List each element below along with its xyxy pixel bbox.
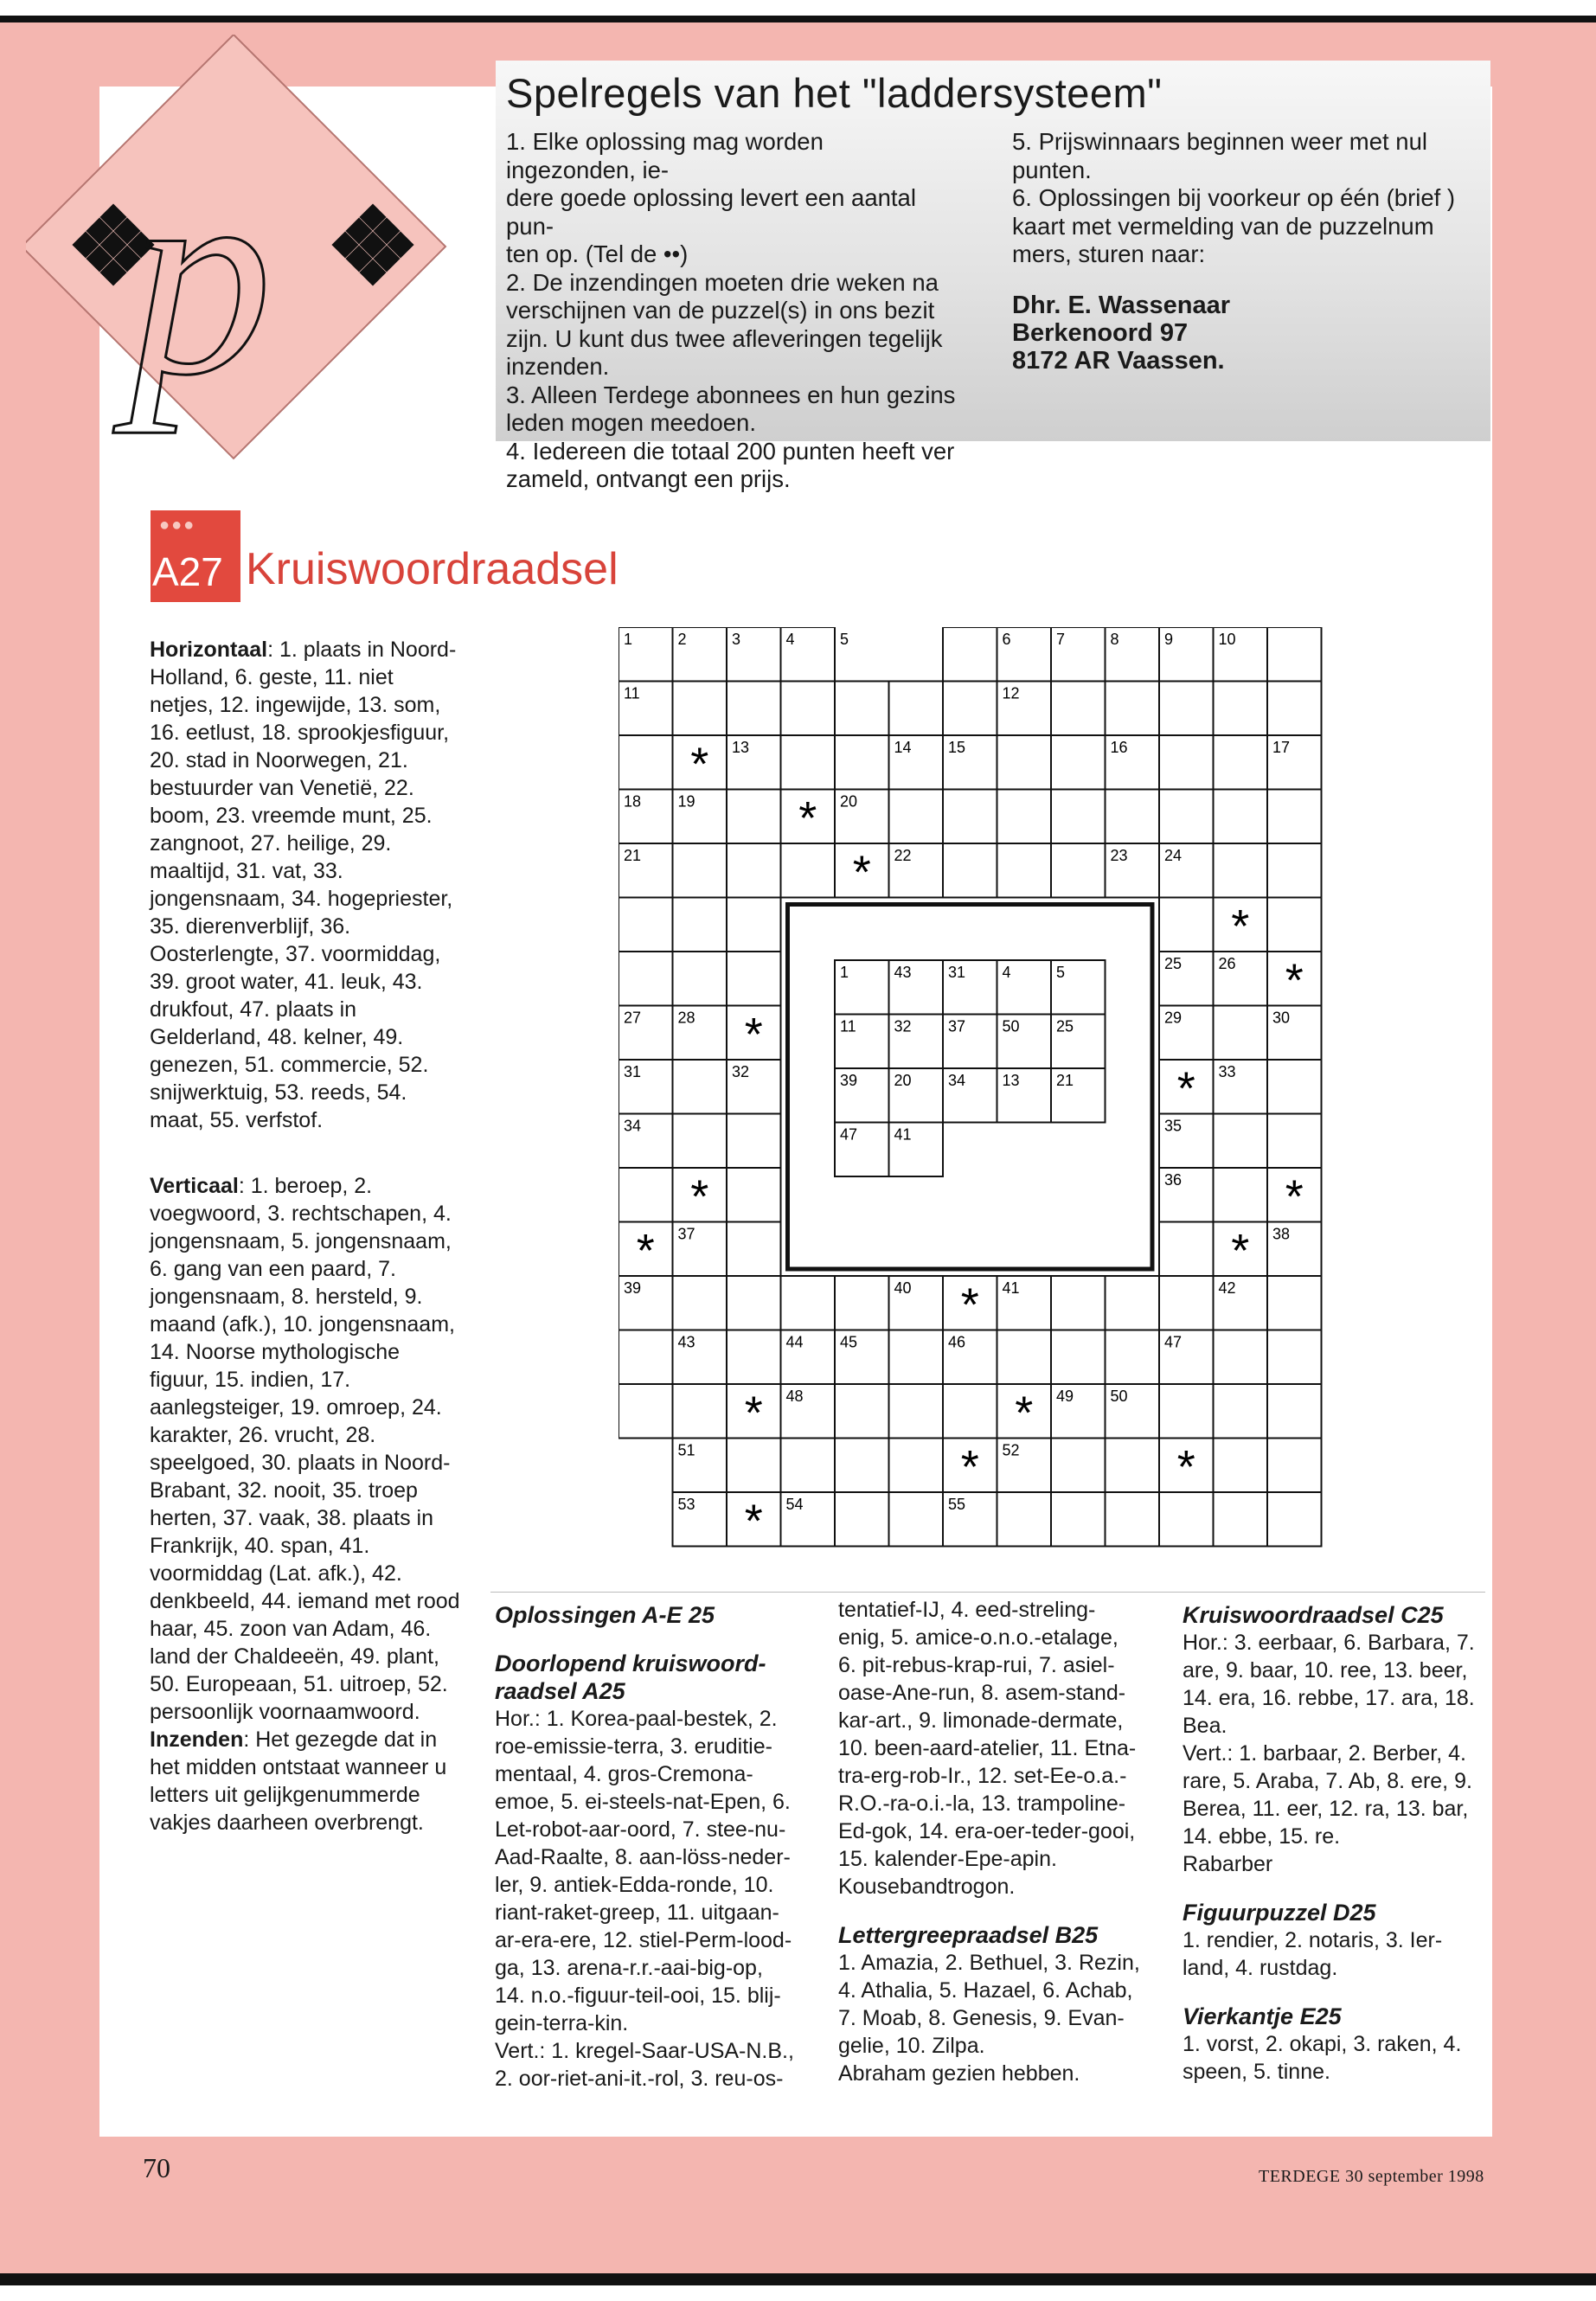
grid-cell[interactable]	[619, 1330, 673, 1385]
solution-line: gein-terra-kin.	[495, 2011, 629, 2035]
grid-cell[interactable]	[1267, 898, 1322, 952]
grid-cell[interactable]	[781, 682, 836, 736]
address-line: Berkenoord 97	[1012, 318, 1189, 347]
solution-line: Ed-gok, 14. era-oer-teder-gooi,	[838, 1819, 1136, 1843]
grid-cell[interactable]	[1051, 843, 1106, 898]
rules-line: zameld, ontvangt een prijs.	[506, 465, 791, 492]
solution-line: 14. n.o.-figuur-teil-ooi, 15. blij-	[495, 1984, 781, 2008]
rules-line: 3. Alleen Terdege abonnees en hun gezins	[506, 381, 956, 408]
grid-cell[interactable]	[1267, 1492, 1322, 1547]
grid-cell[interactable]	[673, 1384, 727, 1439]
clue-label: Inzenden	[150, 1727, 244, 1752]
inner-cell-number: 31	[948, 964, 966, 981]
cell-number: 20	[840, 792, 858, 811]
cell-number: 17	[1272, 739, 1291, 756]
rules-line: 2. De inzendingen moeten drie weken na	[506, 268, 939, 296]
solution-line: Aad-Raalte, 8. aan-löss-neder-	[495, 1845, 791, 1869]
grid-cell[interactable]	[997, 790, 1052, 844]
star-icon: *	[1176, 1062, 1195, 1115]
solution-line: land, 4. rustdag.	[1183, 1956, 1338, 1980]
grid-cell[interactable]	[943, 790, 997, 844]
grid-cell[interactable]	[781, 1276, 836, 1330]
inner-cell-number: 34	[948, 1072, 966, 1089]
rules-line: 5. Prijswinnaars beginnen weer met nul	[1012, 128, 1427, 155]
solution-line: 6. pit-rebus-krap-rui, 7. asiel-	[838, 1653, 1115, 1677]
grid-cell[interactable]	[1267, 627, 1322, 682]
solution-title: Vierkantje E25	[1183, 2003, 1342, 2029]
solution-line: Hor.: 1. Korea-paal-bestek, 2.	[495, 1707, 778, 1731]
grid-cell[interactable]	[835, 735, 889, 790]
star-icon: *	[798, 792, 817, 844]
grid-cell[interactable]	[781, 1439, 836, 1493]
solution-title: Kruiswoordraadsel C25	[1183, 1602, 1444, 1628]
grid-cell[interactable]	[727, 1276, 781, 1330]
clues-column	[150, 636, 463, 1875]
grid-cell[interactable]	[1214, 1384, 1268, 1439]
solution-line: 14. ebbe, 15. re.	[1183, 1824, 1341, 1849]
solution-line: ar-era-ere, 12. stiel-Perm-lood-	[495, 1928, 792, 1952]
rules-line: 6. Oplossingen bij voorkeur op één (brief )	[1012, 184, 1456, 211]
grid-cell[interactable]	[835, 1492, 889, 1547]
solution-title: Figuurpuzzel D25	[1183, 1900, 1376, 1926]
grid-cell[interactable]	[1214, 1439, 1268, 1493]
cell-number: 55	[948, 1496, 966, 1513]
grid-cell[interactable]	[673, 898, 727, 952]
solution-line: Vert.: 1. kregel-Saar-USA-N.B.,	[495, 2039, 794, 2063]
rules-line: ten op. (Tel de ••)	[506, 240, 689, 267]
rules-line: inzenden.	[506, 353, 610, 380]
cell-number: 19	[677, 792, 695, 811]
solution-line: Bea.	[1183, 1714, 1227, 1738]
grid-cell[interactable]	[1106, 790, 1160, 844]
cell-number: 44	[785, 1333, 804, 1351]
inner-cell-number: 4	[1002, 964, 1011, 981]
cell-number: 26	[1218, 955, 1236, 972]
clue-label: Horizontaal	[150, 638, 268, 662]
cell-number: 4	[785, 631, 795, 648]
cell-number: 22	[894, 847, 912, 864]
solution-line: 14. era, 16. rebbe, 17. ara, 18.	[1183, 1686, 1475, 1710]
grid-cell[interactable]	[619, 1168, 673, 1222]
clue-label: Verticaal	[150, 1174, 239, 1198]
grid-cell[interactable]	[835, 1276, 889, 1330]
grid-cell[interactable]	[1267, 790, 1322, 844]
grid-cell[interactable]	[1159, 898, 1214, 952]
address-line: 8172 AR Vaassen.	[1012, 346, 1225, 375]
solution-line: emoe, 5. ei-steels-nat-Epen, 6.	[495, 1790, 791, 1814]
grid-cell[interactable]	[727, 1168, 781, 1222]
grid-cell[interactable]	[889, 1384, 944, 1439]
grid-cell[interactable]	[727, 952, 781, 1006]
cell-number: 33	[1218, 1063, 1236, 1080]
grid-cell[interactable]	[997, 1492, 1052, 1547]
grid-cell[interactable]	[727, 1439, 781, 1493]
solution-line: 1. vorst, 2. okapi, 3. raken, 4.	[1183, 2032, 1462, 2056]
puzzle-title: Kruiswoordraadsel	[246, 544, 619, 594]
grid-cell[interactable]	[1159, 1384, 1214, 1439]
solutions-heading: Oplossingen A-E 25	[495, 1602, 715, 1628]
grid-cell[interactable]	[727, 1330, 781, 1385]
address-line: Dhr. E. Wassenaar	[1012, 291, 1230, 319]
cell-number: 52	[1002, 1441, 1020, 1459]
logo-letter: p	[130, 119, 272, 434]
vertical-clues	[150, 1172, 463, 1726]
inner-cell-number: 41	[894, 1125, 912, 1144]
cell-number: 2	[677, 631, 687, 648]
grid-cell[interactable]	[889, 790, 944, 844]
cell-number: 32	[732, 1063, 750, 1080]
rules-left-column	[506, 128, 956, 494]
grid-cell[interactable]	[943, 843, 997, 898]
grid-cell[interactable]	[1106, 1276, 1160, 1330]
solution-title: Doorlopend kruiswoord-raadsel A25	[495, 1650, 766, 1704]
cell-number: 13	[732, 739, 750, 756]
solution-line: tentatief-IJ, 4. eed-streling-	[838, 1598, 1096, 1622]
grid-cell[interactable]	[889, 1492, 944, 1547]
star-icon: *	[744, 1495, 763, 1548]
grid-cell[interactable]	[889, 1439, 944, 1493]
crossword-grid[interactable]	[619, 627, 1484, 1587]
puzzle-logo	[26, 35, 476, 484]
grid-cell[interactable]	[1159, 735, 1214, 790]
solution-line: riant-raket-greep, 11. uitgaan-	[495, 1900, 779, 1925]
grid-cell[interactable]	[1159, 790, 1214, 844]
solution-line: ga, 13. arena-r.r.-aai-big-op,	[495, 1956, 763, 1980]
top-rule	[0, 16, 1596, 22]
grid-cell[interactable]	[943, 682, 997, 736]
cell-number: 51	[677, 1441, 695, 1459]
difficulty-dots: ●●●	[159, 516, 196, 535]
inner-cell-number: 32	[894, 1017, 912, 1035]
grid-cell[interactable]	[1267, 682, 1322, 736]
star-icon: *	[744, 1387, 763, 1439]
grid-cell[interactable]	[1106, 1492, 1160, 1547]
grid-cell[interactable]	[673, 1060, 727, 1114]
star-icon: *	[690, 738, 709, 791]
grid-cell[interactable]	[835, 1384, 889, 1439]
solution-line: enig, 5. amice-o.n.o.-etalage,	[838, 1625, 1118, 1650]
grid-cell[interactable]	[727, 682, 781, 736]
grid-cell[interactable]	[619, 735, 673, 790]
cell-number: 14	[894, 739, 912, 756]
grid-cell[interactable]	[889, 682, 944, 736]
rules-line: punten.	[1012, 156, 1092, 183]
grid-cell[interactable]	[1267, 1060, 1322, 1114]
cell-number: 9	[1164, 631, 1174, 648]
solution-title: Lettergreepraadsel B25	[838, 1922, 1099, 1948]
solution-line: mentaal, 4. gros-Cremona-	[495, 1762, 753, 1786]
cell-number: 21	[624, 847, 642, 864]
rules-line: 1. Elke oplossing mag worden ingezonden, ie-	[506, 128, 824, 183]
grid-cell[interactable]	[1267, 1114, 1322, 1169]
cell-number: 49	[1056, 1388, 1074, 1405]
cell-number: 24	[1164, 847, 1183, 864]
page-number: 70	[143, 2152, 170, 2183]
inner-cell-number: 37	[948, 1017, 966, 1035]
inner-cell-number: 39	[840, 1072, 858, 1089]
cell-number: 36	[1164, 1171, 1183, 1189]
inner-cell-number: 21	[1056, 1072, 1074, 1089]
cell-number: 1	[624, 631, 633, 648]
grid-cell[interactable]	[1267, 1330, 1322, 1385]
star-icon: *	[960, 1440, 979, 1493]
cell-number: 7	[1056, 631, 1066, 648]
solution-line: tra-erg-rob-Ir., 12. set-Ee-o.a.-	[838, 1764, 1127, 1788]
grid-cell[interactable]	[1214, 1114, 1268, 1169]
puzzle-code: A27	[152, 549, 223, 594]
solution-line: 4. Athalia, 5. Hazael, 6. Achab,	[838, 1978, 1133, 2003]
solution-line: kar-art., 9. limonade-dermate,	[838, 1708, 1124, 1733]
cell-number: 8	[1110, 631, 1119, 648]
solution-line: ler, 9. antiek-Edda-ronde, 10.	[495, 1873, 774, 1897]
grid-cell[interactable]	[1214, 790, 1268, 844]
inner-cell-number: 25	[1056, 1017, 1074, 1035]
solution-line: 7. Moab, 8. Genesis, 9. Evan-	[838, 2006, 1125, 2030]
solution-line: 1. rendier, 2. notaris, 3. Ier-	[1183, 1928, 1443, 1952]
grid-cell[interactable]	[1214, 1006, 1268, 1061]
solution-line: oase-Ane-run, 8. asem-stand-	[838, 1681, 1126, 1705]
inner-cell-number: 50	[1002, 1017, 1020, 1035]
grid-cell[interactable]	[835, 1439, 889, 1493]
rules-line: leden mogen meedoen.	[506, 409, 756, 436]
cell-number: 11	[624, 684, 640, 702]
solution-line: 1. Amazia, 2. Bethuel, 3. Rezin,	[838, 1951, 1140, 1975]
grid-cell[interactable]	[673, 682, 727, 736]
cell-number: 48	[785, 1388, 804, 1405]
solution-line: 10. been-aard-atelier, 11. Etna-	[838, 1736, 1137, 1760]
grid-cell[interactable]	[1051, 1439, 1106, 1493]
rules-line: mers, sturen naar:	[1012, 240, 1206, 267]
cell-number: 28	[677, 1009, 695, 1027]
cell-number: 15	[948, 739, 966, 756]
grid-cell[interactable]	[1159, 682, 1214, 736]
grid-cell[interactable]	[943, 1384, 997, 1439]
cell-number: 30	[1272, 1009, 1291, 1027]
cell-number: 38	[1272, 1225, 1291, 1243]
grid-cell[interactable]	[781, 735, 836, 790]
grid-cell[interactable]	[1214, 735, 1268, 790]
solutions-col-1	[495, 1596, 806, 2093]
solutions-col-3	[1183, 1596, 1494, 2086]
star-icon: *	[852, 846, 871, 899]
cell-number: 37	[677, 1225, 695, 1243]
grid-cell[interactable]	[1051, 735, 1106, 790]
solution-line: speen, 5. tinne.	[1183, 2060, 1330, 2084]
solution-line: 15. kalender-Epe-apin.	[838, 1847, 1057, 1871]
grid-cell[interactable]	[619, 1384, 673, 1439]
rules-line: zijn. U kunt dus twee afleveringen tegelijk	[506, 324, 943, 352]
inner-cell-number: 11	[840, 1017, 856, 1035]
solution-line: rare, 5. Araba, 7. Ab, 8. ere, 9.	[1183, 1769, 1472, 1793]
cell-number: 40	[894, 1279, 912, 1297]
cell-number: 45	[840, 1333, 858, 1351]
solution-line: roe-emissie-terra, 3. eruditie-	[495, 1734, 772, 1759]
grid-cell[interactable]	[673, 843, 727, 898]
grid-cell[interactable]	[1106, 1439, 1160, 1493]
grid-cell[interactable]	[1214, 843, 1268, 898]
grid-cell[interactable]	[1106, 1330, 1160, 1385]
cell-number: 23	[1110, 847, 1128, 864]
grid-cell[interactable]	[727, 1114, 781, 1169]
grid-cell[interactable]	[1051, 790, 1106, 844]
cell-number: 18	[624, 792, 642, 811]
star-icon: *	[1231, 1224, 1250, 1277]
solutions-divider	[490, 1592, 1485, 1593]
inner-cell-number: 1	[840, 964, 849, 981]
solution-line: Hor.: 3. eerbaar, 6. Barbara, 7.	[1183, 1631, 1475, 1655]
solution-line: gelie, 10. Zilpa.	[838, 2034, 985, 2058]
grid-cell[interactable]	[1267, 1384, 1322, 1439]
star-icon: *	[690, 1170, 709, 1223]
rules-line: 4. Iedereen die totaal 200 punten heeft ver	[506, 437, 955, 465]
grid-cell[interactable]	[1051, 1492, 1106, 1547]
rules-line: dere goede oplossing levert een aantal pun-	[506, 184, 916, 240]
solution-line: Berea, 11. eer, 12. ra, 13. bar,	[1183, 1797, 1469, 1821]
cell-number: 5	[840, 631, 849, 648]
solution-line: R.O.-ra-o.i.-la, 13. trampoline-	[838, 1791, 1126, 1816]
solutions-col-2	[838, 1596, 1158, 2087]
inner-cell-number: 13	[1002, 1072, 1020, 1089]
bottom-rule	[0, 2273, 1596, 2285]
cell-number: 12	[1002, 684, 1020, 702]
star-icon: *	[1015, 1387, 1034, 1439]
star-icon: *	[1231, 900, 1250, 952]
solution-line: are, 9. baar, 10. ree, 13. beer,	[1183, 1658, 1468, 1682]
grid-cell[interactable]	[619, 898, 673, 952]
cell-number: 41	[1002, 1279, 1020, 1297]
cell-number: 50	[1110, 1388, 1128, 1405]
grid-cell[interactable]	[1214, 1492, 1268, 1547]
grid-cell[interactable]	[1051, 1330, 1106, 1385]
grid-cell[interactable]	[997, 1330, 1052, 1385]
star-icon: *	[960, 1279, 979, 1331]
cell-number: 27	[624, 1009, 642, 1027]
inner-cell-number: 5	[1056, 964, 1066, 981]
solution-line: Let-robot-aar-oord, 7. stee-nu-	[495, 1817, 786, 1842]
cell-number: 53	[677, 1496, 695, 1513]
inner-cell-number: 47	[840, 1125, 858, 1144]
grid-cell[interactable]	[1267, 1439, 1322, 1493]
grid-cell[interactable]	[619, 952, 673, 1006]
star-icon: *	[1285, 954, 1304, 1007]
grid-cell[interactable]	[673, 1276, 727, 1330]
grid-cell[interactable]	[997, 735, 1052, 790]
inner-cell-number: 43	[894, 964, 912, 981]
grid-cell[interactable]	[835, 682, 889, 736]
grid-cell[interactable]	[1214, 1168, 1268, 1222]
cell-number: 16	[1110, 739, 1128, 756]
grid-cell[interactable]	[1159, 1492, 1214, 1547]
grid-cell[interactable]	[1106, 682, 1160, 736]
grid-cell[interactable]	[1267, 843, 1322, 898]
cell-number: 46	[948, 1333, 966, 1351]
star-icon: *	[744, 1008, 763, 1061]
star-icon: *	[1176, 1440, 1195, 1493]
grid-cell[interactable]	[997, 843, 1052, 898]
solution-line: Rabarber	[1183, 1852, 1273, 1876]
clue-text: : 1. plaats in Noord-Holland, 6. geste, 11. niet netjes, 12. ingewijde, 13. som, 16. eetlust, 18. sprookjesfiguur, 20. stad in Noorwegen, 21. bestuurder van Venetië, 22. boom, 23. vreemde munt, 25. zangnoot, 27. heilige, 29. maaltijd, 31. vat, 33. jongensnaam, 34. hogepriester, 35. dierenverblijf, 36. Oosterlengte, 37. voormiddag, 39. groot water, 41. leuk, 43. drukfout, 47. plaats in Gelderland, 48. kelner, 49. genezen, 51. commercie, 52. snijwerktuig, 53. reeds, 54. maat, 55. verfstof.	[150, 638, 457, 1132]
cell-number: 54	[785, 1496, 804, 1513]
grid-cell[interactable]	[727, 843, 781, 898]
rules-line: kaart met vermelding van de puzzelnum	[1012, 212, 1434, 240]
clue-text: : Het gezegde dat in het midden ontstaat wanneer u letters uit gelijkgenummerde vakjes daarheen overbrengt.	[150, 1727, 447, 1835]
cell-number: 10	[1218, 631, 1236, 648]
grid-cell[interactable]	[1214, 682, 1268, 736]
cell-number: 25	[1164, 955, 1183, 972]
cell-number: 29	[1164, 1009, 1183, 1027]
cell-number: 47	[1164, 1333, 1183, 1351]
send-instructions	[150, 1726, 463, 1836]
cell-number: 34	[624, 1117, 642, 1135]
puzzle-badge	[151, 510, 240, 602]
grid-cell[interactable]	[943, 627, 997, 682]
cell-number: 43	[677, 1333, 695, 1351]
grid-cell[interactable]	[889, 1330, 944, 1385]
grid-cell[interactable]	[727, 1222, 781, 1277]
rules-line: verschijnen van de puzzel(s) in ons bezit	[506, 297, 935, 324]
issue-footer: TERDEGE 30 september 1998	[1259, 2167, 1484, 2186]
cell-number: 42	[1218, 1279, 1236, 1297]
star-icon: *	[1285, 1170, 1304, 1223]
solution-line: Kousebandtrogon.	[838, 1875, 1016, 1899]
grid-cell[interactable]	[727, 790, 781, 844]
grid-cell[interactable]	[1051, 682, 1106, 736]
grid-cell[interactable]	[673, 1114, 727, 1169]
rules-title: Spelregels van het "laddersysteem"	[506, 70, 1163, 116]
grid-cell[interactable]	[1051, 1276, 1106, 1330]
cell-number: 3	[732, 631, 741, 648]
cell-number: 6	[1002, 631, 1011, 648]
cell-number: 31	[624, 1063, 642, 1080]
solution-line: 2. oor-riet-ani-it.-rol, 3. reu-os-	[495, 2067, 784, 2091]
solution-line: Vert.: 1. barbaar, 2. Berber, 4.	[1183, 1741, 1466, 1766]
grid-cell[interactable]	[1214, 1330, 1268, 1385]
solution-line: Abraham gezien hebben.	[838, 2061, 1080, 2086]
grid-cell[interactable]	[781, 843, 836, 898]
star-icon: *	[636, 1224, 655, 1277]
grid-cell[interactable]	[1159, 1222, 1214, 1277]
grid-cell[interactable]	[673, 952, 727, 1006]
grid-cell[interactable]	[727, 898, 781, 952]
clue-text: : 1. beroep, 2. voegwoord, 3. rechtschapen, 4. jongensnaam, 5. jongensnaam, 6. gang van een paard, 7. jongensnaam, 8. hersteld, 9. maand (afk.), 10. jongensnaam, 14. Noorse mythologische figuur, 15. indien, 17. aanlegsteiger, 19. omroep, 24. karakter, 26. vrucht, 28. speelgoed, 30. plaats in Noord-Brabant, 32. nooit, 35. troep herten, 37. vaak, 38. plaats in Frankrijk, 40. span, 41. voormiddag (Lat. afk.), 42. denkbeeld, 44. iemand met rood haar, 45. zoon van Adam, 46. land der Chaldeeën, 49. plant, 50. Europeaan, 51. uitroep, 52. persoonlijk voornaamwoord.	[150, 1174, 460, 1724]
rules-right-column	[1012, 128, 1462, 375]
grid-cell[interactable]	[1159, 1276, 1214, 1330]
grid-cell[interactable]	[1267, 1276, 1322, 1330]
cell-number: 39	[624, 1279, 642, 1297]
horizontal-clues	[150, 636, 463, 1134]
inner-cell-number: 20	[894, 1072, 912, 1089]
cell-number: 35	[1164, 1117, 1183, 1135]
